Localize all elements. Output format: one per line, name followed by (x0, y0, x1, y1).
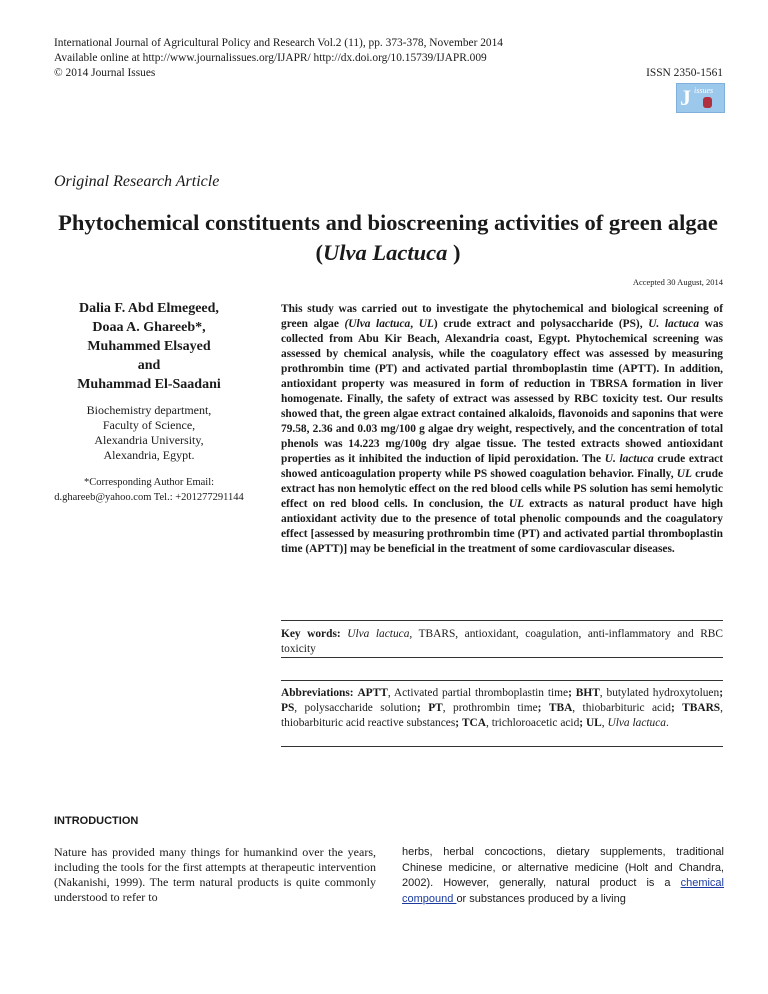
author-1: Dalia F. Abd Elmegeed, (79, 301, 219, 316)
availability-line: Available online at http://www.journalissues.org/IJAPR/ http://dx.doi.org/10.15739/IJAPR.009 (54, 52, 487, 64)
divider (281, 746, 723, 747)
abbreviations: Abbreviations: APTT, Activated partial thromboplastin time; BHT, butylated hydroxytoluen; PS, polysaccharide solution; PT, prothrombin time; TBA, thiobarbituric acid; TBARS, thiobarbituric acid reactive substances; TCA, trichloroacetic acid; UL, Ulva lactuca. (281, 687, 723, 729)
logo-mark-icon (703, 97, 712, 108)
abstract: This study was carried out to investigate the phytochemical and biological screening of green algae (Ulva lactuca, UL) crude extract and polysaccharide (PS), U. lactuca was collected from Abu Kir Beach, Alexandria coast, Egypt. Phytochemical screening was assessed by chemical analysis, while the coagulatory effect was assessed by measuring prothrombin time (PT) and activated partial thromboplastin time (APTT). In addition, antioxidant property was measured in form of reduction in TBRSA formation in liver homogenate. Finally, the safety of extract was assessed by RBC toxicity test. Our results showed that, the green algae extract contained alkaloids, flavonoids and saponins that were 79.58, 2.36 and 0.03 mg/100 g algae dry weight, respectively, and the concentration of total phenols was 14.223 mg/100g dry algae tissue. The tested extracts showed antioxidant properties as it inhibited the induction of lipid peroxidation. The U. lactuca crude extract showed anticoagulation property while PS showed coagulation behavior. Finally, UL crude extract has non hemolytic effect on the red blood cells while PS solution has semi hemolytic effect on red blood cells. In conclusion, the UL extracts as natural product have high antioxidant activity due to the presence of total phenolic compounds and the coagulatory effect [assessed by measuring prothrombin time (PT) and activated partial thromboplastin time (APTT)] may be beneficial in the treatment of some cardiovascular diseases. (281, 303, 724, 555)
author-4: Muhammad El-Saadani (77, 377, 221, 392)
author-3: Muhammed Elsayed (87, 339, 211, 354)
journal-citation: International Journal of Agricultural Policy and Research Vol.2 (11), pp. 373-378, November 2014 (54, 37, 503, 49)
divider (281, 620, 723, 621)
article-title: Phytochemical constituents and bioscreening activities of green algae (Ulva Lactuca ) (58, 210, 718, 265)
author-and: and (137, 358, 161, 373)
issn: ISSN 2350-1561 (646, 67, 723, 79)
logo-word: issues (694, 86, 714, 95)
corresponding-author: *Corresponding Author Email: d.ghareeb@yahoo.com Tel.: +201277291144 (54, 477, 244, 503)
intro-right-column: herbs, herbal concoctions, dietary supplements, traditional Chinese medicine, or alternative medicine (Holt and Chandra, 2002). However, generally, natural product is a chemical compound or substances produced by a living (402, 846, 724, 905)
accepted-date: Accepted 30 August, 2014 (632, 277, 723, 287)
author-list (54, 299, 244, 394)
intro-left-column: Nature has provided many things for humankind over the years, including the tools for the first attempts at therapeutic intervention (Nakanishi, 1999). The term natural products is quite commonly understood to refer to (54, 845, 376, 904)
keywords: Key words: Ulva lactuca, TBARS, antioxidant, coagulation, anti-inflammatory and RBC toxicity (281, 628, 723, 655)
journal-issues-logo (676, 83, 725, 113)
affiliation: Biochemistry department, Faculty of Science, Alexandria University, Alexandria, Egypt. (86, 403, 212, 462)
copyright-line: © 2014 Journal Issues (54, 67, 156, 79)
divider (281, 680, 723, 681)
divider (281, 657, 723, 658)
author-2: Doaa A. Ghareeb*, (92, 320, 206, 335)
chemical-compound-link[interactable]: chemical compound (402, 877, 724, 905)
article-type: Original Research Article (54, 173, 220, 190)
logo-letter: J (680, 85, 691, 110)
section-heading: INTRODUCTION (54, 815, 139, 827)
